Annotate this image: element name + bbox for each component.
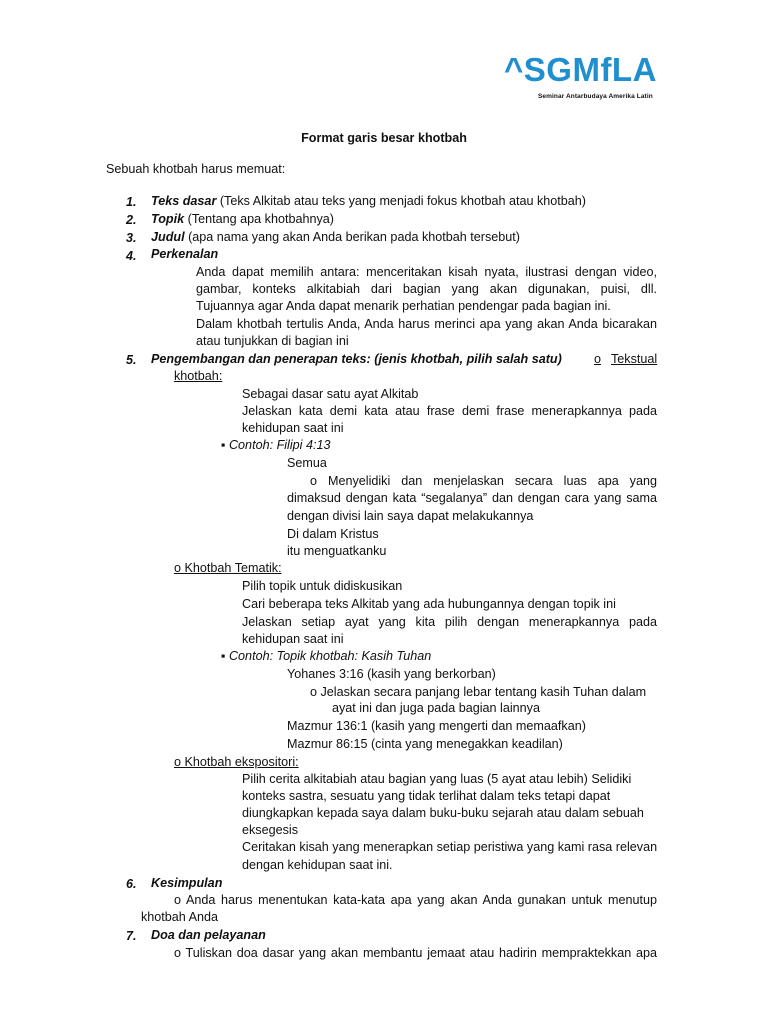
subsection-heading: o Khotbah ekspositori: [174,755,299,769]
item-heading: Judul [151,230,185,244]
paragraph-line: Mazmur 86:15 (cinta yang menegakkan keadilan) [287,737,563,751]
item-number: 6. [126,877,137,891]
paragraph-line: Anda dapat memilih antara: menceritakan kisah nyata, ilustrasi dengan video, [196,265,657,279]
paragraph-line: kehidupan saat ini [242,632,344,646]
subsection-heading: o Khotbah Tematik: [174,561,282,575]
item-number: 5. [126,353,137,367]
example-line: ▪ Contoh: Topik khotbah: Kasih Tuhan [221,649,432,663]
list-item [151,351,562,368]
logo: ^SGMfLA [504,51,657,88]
subsection-heading: khotbah: [174,369,223,383]
paragraph-line: Tujuannya agar Anda dapat menarik perhatian pendengar pada bagian ini. [196,299,611,313]
paragraph-line: kehidupan saat ini [242,421,344,435]
item-heading: Teks dasar [151,194,217,208]
paragraph-line: Di dalam Kristus [287,527,379,541]
paragraph-line: Dalam khotbah tertulis Anda, Anda harus merinci apa yang akan Anda bicarakan [196,317,657,331]
paragraph-line: atau tunjukkan di bagian ini [196,334,349,348]
paragraph-line: konteks sastra, sesuatu yang tidak terlihat dalam teks tetapi dapat [242,789,611,803]
paragraph-line: o Tuliskan doa dasar yang akan membantu jemaat atau hadirin mempraktekkan apa [174,946,657,960]
paragraph-line: diungkapkan kepada saya dalam buku-buku sejarah atau dalam sebuah [242,806,644,820]
paragraph-line: Sebagai dasar satu ayat Alkitab [242,387,419,401]
item-number: 3. [126,231,137,245]
item-text: (Tentang apa khotbahnya) [184,212,334,226]
paragraph-line: Pilih cerita alkitabiah atau bagian yang luas (5 ayat atau lebih) Selidiki [242,772,632,786]
paragraph-line: khotbah Anda [141,910,219,924]
item-number: 2. [126,213,137,227]
paragraph-line: o Menyelidiki dan menjelaskan secara luas apa yang [310,474,657,488]
list-item [151,193,586,210]
item-number: 7. [126,929,137,943]
paragraph-line: dimaksud dengan kata “segalanya” dan dengan cara yang sama [287,491,657,505]
paragraph-line: Jelaskan setiap ayat yang kita pilih dengan menerapkannya pada [242,615,657,629]
item-number: 1. [126,195,137,209]
item-text: (Teks Alkitab atau teks yang menjadi fokus khotbah atau khotbah) [216,194,586,208]
paragraph-line: itu menguatkanku [287,544,387,558]
paragraph-line: Yohanes 3:16 (kasih yang berkorban) [287,667,496,681]
item-heading: Pengembangan dan penerapan teks: (jenis khotbah, pilih salah satu) [151,352,562,366]
paragraph-line: dengan divisi lain saya dapat melakukannya [287,509,534,523]
paragraph-line: Mazmur 136:1 (kasih yang mengerti dan memaafkan) [287,719,586,733]
paragraph-line: Semua [287,456,327,470]
paragraph-line: dengan kehidupan saat ini. [242,858,393,872]
paragraph-line: gambar, konteks alkitabiah dari bagian yang akan digunakan, puisi, dll. [196,282,657,296]
paragraph-line: Jelaskan kata demi kata atau frase demi frase menerapkannya pada [242,404,657,418]
subsection-heading: Tekstual [611,352,658,366]
paragraph-line: Cari beberapa teks Alkitab yang ada hubungannya dengan topik ini [242,597,616,611]
item-number: 4. [126,249,137,263]
paragraph-line: ayat ini dan juga pada bagian lainnya [332,701,540,715]
paragraph-line: Ceritakan kisah yang menerapkan setiap peristiwa yang kami rasa relevan [242,840,658,854]
item-heading: Kesimpulan [151,876,223,890]
paragraph-line: eksegesis [242,823,299,837]
item-text: (apa nama yang akan Anda berikan pada khotbah tersebut) [184,230,520,244]
list-item [151,229,520,246]
bullet-marker: o [594,352,602,366]
paragraph-line: Pilih topik untuk didiskusikan [242,579,403,593]
intro-text: Sebuah khotbah harus memuat: [106,162,286,176]
list-item [151,211,334,228]
logo-tagline: Seminar Antarbudaya Amerika Latin [538,93,653,100]
example-line: ▪ Contoh: Filipi 4:13 [221,438,331,452]
paragraph-line: o Anda harus menentukan kata-kata apa yang akan Anda gunakan untuk menutup [174,893,657,907]
item-heading: Perkenalan [151,247,219,261]
document-title: Format garis besar khotbah [301,131,467,145]
item-heading: Topik [151,212,185,226]
item-heading: Doa dan pelayanan [151,928,266,942]
paragraph-line: o Jelaskan secara panjang lebar tentang kasih Tuhan dalam [310,685,647,699]
